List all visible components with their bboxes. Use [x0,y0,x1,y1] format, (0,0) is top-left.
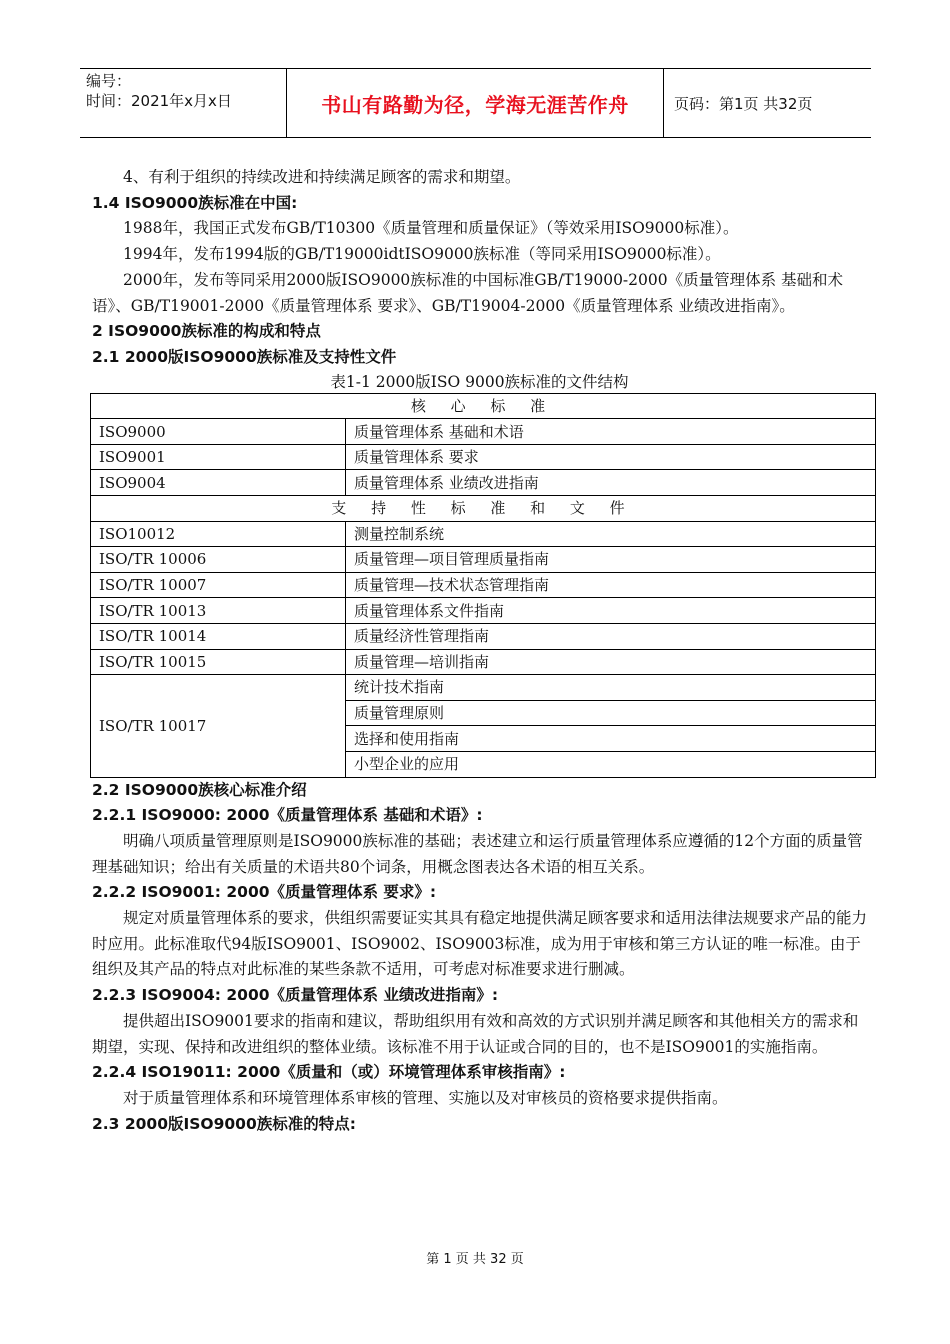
standard-code: ISO10012 [91,521,346,547]
header-motto: 书山有路勤为径，学海无涯苦作舟 [286,69,664,137]
standard-name: 质量管理原则 [346,700,876,726]
support-standards-header: 支 持 性 标 准 和 文 件 [91,496,876,522]
paragraph: 1988年，我国正式发布GB/T10300《质量管理和质量保证》（等效采用ISO9000标准）。 [123,219,739,238]
standard-name: 小型企业的应用 [346,751,876,777]
date-label: 时间：2021年x月x日 [86,92,232,110]
section-heading: 2.3 2000版ISO9000族标准的特点: [92,1114,356,1133]
paragraph: 1994年，发布1994版的GB/T19000idtISO9000族标准（等同采用ISO9000标准）。 [123,245,721,264]
document-body [92,165,867,1137]
standard-code: ISO9001 [91,444,346,470]
standard-name: 质量管理体系 业绩改进指南 [346,470,876,496]
table-caption: 表1-1 2000版ISO 9000族标准的文件结构 [330,372,629,391]
standard-code: ISO/TR 10007 [91,572,346,598]
page-footer: 第 1 页 共 32 页 [426,1252,524,1267]
standard-name: 质量管理—项目管理质量指南 [346,547,876,573]
table-row [91,470,876,496]
document-header [80,68,871,138]
standard-name: 质量管理体系 要求 [346,444,876,470]
paragraph: 规定对质量管理体系的要求，供组织需要证实其具有稳定地提供满足顾客要求和适用法律法规要求产品的能力时应用。此标准取代94版ISO9001、ISO9002、ISO9003标准，成为用于审核和第三方认证的唯一标准。由于组织及其产品的特点对此标准的某些条款不适用，可考虑对标准要求进行删减。 [92,909,868,979]
standard-name: 选择和使用指南 [346,726,876,752]
header-page-info: 页码：第1页 共32页 [674,94,813,113]
table-row [91,649,876,675]
standard-name: 质量管理体系文件指南 [346,598,876,624]
section-heading: 2.2.3 ISO9004: 2000《质量管理体系 业绩改进指南》: [92,986,499,1005]
standard-code: ISO/TR 10013 [91,598,346,624]
table-row [91,623,876,649]
standard-name: 质量管理体系 基础和术语 [346,419,876,445]
paragraph: 对于质量管理体系和环境管理体系审核的管理、实施以及对审核员的资格要求提供指南。 [123,1088,728,1107]
paragraph: 提供超出ISO9001要求的指南和建议，帮助组织用有效和高效的方式识别并满足顾客和其他相关方的需求和期望，实现、保持和改进组织的整体业绩。该标准不用于认证或合同的目的，也不是ISO9001的实施指南。 [92,1011,859,1056]
paragraph: 2000年，发布等同采用2000版ISO9000族标准的中国标准GB/T19000-2000《质量管理体系 基础和术语》、GB/T19001-2000《质量管理体系 要求》、GB/T19004-2000《质量管理体系 业绩改进指南》。 [92,270,844,315]
standard-code: ISO/TR 10017 [91,675,346,777]
standard-name: 质量经济性管理指南 [346,623,876,649]
header-meta [80,69,286,137]
number-label: 编号： [86,72,132,90]
section-heading: 2.2.4 ISO19011: 2000《质量和（或）环境管理体系审核指南》: [92,1063,566,1082]
section-heading: 2 ISO9000族标准的构成和特点 [92,322,321,341]
standard-code: ISO/TR 10015 [91,649,346,675]
standard-name: 测量控制系统 [346,521,876,547]
standard-code: ISO/TR 10006 [91,547,346,573]
table-row [91,572,876,598]
section-heading: 1.4 ISO9000族标准在中国: [92,193,298,212]
section-heading: 2.2 ISO9000族核心标准介绍 [92,780,307,799]
paragraph: 4、有利于组织的持续改进和持续满足顾客的需求和期望。 [123,168,521,186]
standard-code: ISO9004 [91,470,346,496]
paragraph: 明确八项质量管理原则是ISO9000族标准的基础；表述建立和运行质量管理体系应遵循的12个方面的质量管理基础知识；给出有关质量的术语共80个词条，用概念图表达各术语的相互关系。 [92,831,863,876]
table-row [91,419,876,445]
standard-name: 统计技术指南 [346,675,876,701]
standards-table [90,393,876,778]
section-heading: 2.1 2000版ISO9000族标准及支持性文件 [92,347,397,366]
standard-name: 质量管理—培训指南 [346,649,876,675]
section-heading: 2.2.1 ISO9000: 2000《质量管理体系 基础和术语》: [92,806,483,825]
table-row [91,444,876,470]
core-standards-header: 核 心 标 准 [91,393,876,419]
table-row [91,598,876,624]
standard-code: ISO9000 [91,419,346,445]
table-row [91,547,876,573]
table-row [91,675,876,701]
table-row [91,521,876,547]
section-heading: 2.2.2 ISO9001: 2000《质量管理体系 要求》: [92,883,437,902]
standard-code: ISO/TR 10014 [91,623,346,649]
standard-name: 质量管理—技术状态管理指南 [346,572,876,598]
